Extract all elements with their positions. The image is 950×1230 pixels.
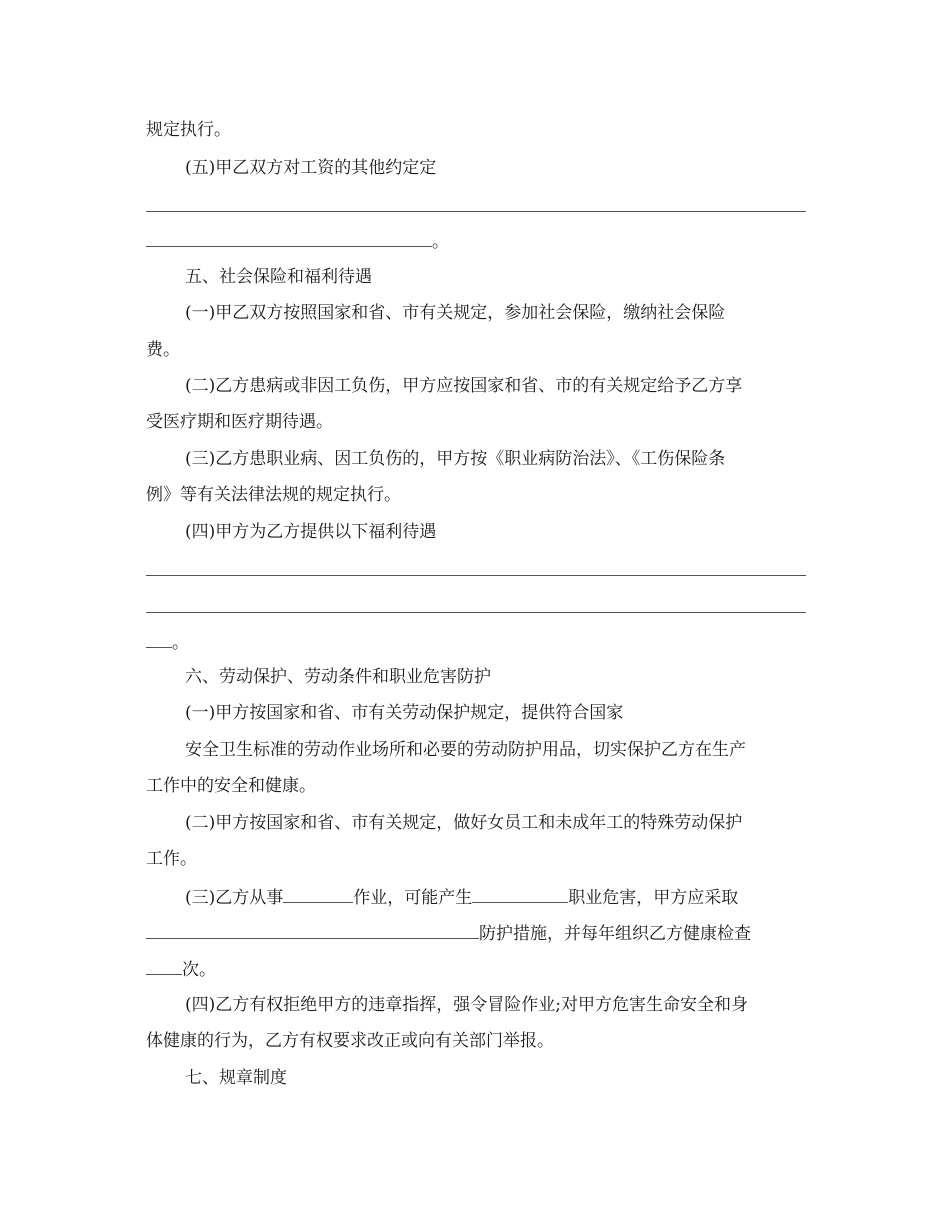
text-line: (一)甲方按国家和省、市有关劳动保护规定，提供符合国家 bbox=[185, 703, 624, 723]
fill-in-blank bbox=[283, 884, 353, 903]
text-line: 工作中的安全和健康。 bbox=[146, 776, 316, 796]
text-segment: 作业，可能产生 bbox=[353, 888, 473, 908]
text-segment: (三)乙方从事 bbox=[185, 888, 284, 908]
text-line bbox=[185, 884, 738, 908]
text-line bbox=[146, 228, 449, 252]
text-line bbox=[146, 920, 751, 944]
period: 。 bbox=[432, 232, 449, 252]
section-5-heading: 五、社会保险和福利待遇 bbox=[185, 267, 372, 287]
text-line: 安全卫生标准的劳动作业场所和必要的劳动防护用品，切实保护乙方在生产 bbox=[185, 740, 746, 760]
text-line bbox=[146, 629, 189, 653]
text-line: (一)甲乙双方按照国家和省、市有关规定，参加社会保险，缴纳社会保险 bbox=[185, 303, 726, 323]
text-segment: 次。 bbox=[182, 960, 216, 980]
fill-in-blank bbox=[146, 629, 172, 648]
text-line: 受医疗期和医疗期待遇。 bbox=[146, 412, 333, 432]
clause-5-5-heading: (五)甲乙双方对工资的其他约定定 bbox=[185, 158, 437, 178]
fill-in-blank bbox=[472, 884, 568, 903]
text-line: 体健康的行为，乙方有权要求改正或向有关部门举报。 bbox=[146, 1031, 554, 1051]
text-line: (二)甲方按国家和省、市有关规定，做好女员工和未成年工的特殊劳动保护 bbox=[185, 813, 743, 833]
fill-in-blank bbox=[146, 920, 479, 939]
fill-in-blank bbox=[146, 956, 182, 975]
text-line: 费。 bbox=[146, 340, 180, 360]
fill-in-blank bbox=[146, 228, 432, 247]
text-segment: 职业危害，甲方应采取 bbox=[568, 888, 739, 908]
text-line: 工作。 bbox=[146, 849, 197, 869]
text-line: (四)乙方有权拒绝甲方的违章指挥，强令冒险作业;对甲方危害生命安全和身 bbox=[185, 995, 748, 1015]
section-7-heading: 七、规章制度 bbox=[185, 1068, 287, 1088]
period: 。 bbox=[172, 633, 189, 653]
text-line: 例》等有关法律法规的规定执行。 bbox=[146, 485, 401, 505]
fill-in-blank-line bbox=[146, 575, 806, 576]
section-6-heading: 六、劳动保护、劳动条件和职业危害防护 bbox=[185, 667, 491, 687]
text-line bbox=[146, 956, 216, 980]
fill-in-blank-line bbox=[146, 211, 806, 212]
text-line: 规定执行。 bbox=[146, 120, 231, 140]
clause-5-4-heading: (四)甲方为乙方提供以下福利待遇 bbox=[185, 522, 437, 542]
text-segment: 防护措施，并每年组织乙方健康检查 bbox=[479, 924, 751, 944]
text-line: (三)乙方患职业病、因工负伤的，甲方按《职业病防治法》、《工伤保险条 bbox=[185, 449, 726, 469]
text-line: (二)乙方患病或非因工负伤，甲方应按国家和省、市的有关规定给予乙方享 bbox=[185, 376, 743, 396]
fill-in-blank-line bbox=[146, 612, 806, 613]
